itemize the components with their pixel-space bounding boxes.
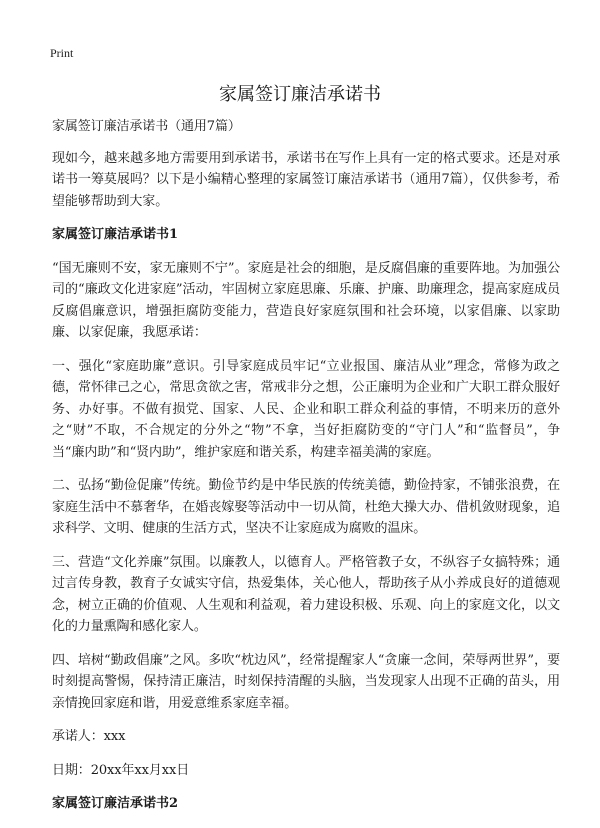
paragraph-point-1: 一、强化“家庭助廉”意识。引导家庭成员牢记“立业报国、廉洁从业”理念，常修为政之德，常怀律己之心，常思贪欲之害，常戒非分之想，公正廉明为企业和广大职工群众服好务、办好事。不做有损党、国家、人民、企业和职工群众利益的事情，不明来历的意外之“财”不取，不合规定的分外之“物”不拿，当好拒腐防变的“守门人”和“监督员”，争当“廉内助”和“贤内助”，维护家庭和谐关系，构建幸福美满的家庭。 [52,358,560,460]
paragraph-preamble: “国无廉则不安，家无廉则不宁”。家庭是社会的细胞，是反腐倡廉的重要阵地。为加强公司的“廉政文化进家庭”活动，牢固树立家庭思廉、乐廉、护廉、助廉理念，提高家庭成员反腐倡廉意识，增强拒腐防变能力，营造良好家庭氛围和社会环境，以家倡廉、以家助廉、以家促廉，我愿承诺： [52,260,560,340]
intro-paragraph: 现如今，越来越多地方需要用到承诺书，承诺书在写作上具有一定的格式要求。还是对承诺书一筹莫展吗？以下是小编精心整理的家属签订廉洁承诺书（通用7篇），仅供参考，希望能够帮助到大家。 [52,150,560,209]
signer-line: 承诺人：xxx [52,729,126,744]
paragraph-point-2: 二、弘扬“勤俭促廉”传统。勤俭节约是中华民族的传统美德，勤俭持家，不铺张浪费，在家庭生活中不慕奢华，在婚丧嫁娶等活动中一切从简，杜绝大操大办、借机敛财现象，追求科学、文明、健康的生活方式，坚决不让家庭成为腐败的温床。 [52,478,560,536]
section-heading-2: 家属签订廉洁承诺书2 [52,796,179,811]
paragraph-point-4: 四、培树“勤政倡廉”之风。多吹“枕边风”，经常提醒家人“贪廉一念间，荣辱两世界”，要时刻提高警惕，保持清正廉洁，时刻保持清醒的头脑，当发现家人出现不正确的苗头，用亲情挽回家庭和谐，用爱意维系家庭幸福。 [52,652,560,711]
print-label: Print [50,46,74,60]
section-heading-1: 家属签订廉洁承诺书1 [52,227,179,242]
document-subtitle: 家属签订廉洁承诺书（通用7篇） [52,119,241,134]
document-body [52,116,560,827]
paragraph-point-3: 三、营造“文化养廉”氛围。以廉教人，以德育人。严格管教子女，不纵容子女搞特殊；通过言传身教，教育子女诚实守信，热爱集体，关心他人，帮助孩子从小养成良好的道德观念，树立正确的价值观、人生观和利益观，着力建设积极、乐观、向上的家庭文化，以文化的力量熏陶和感化家人。 [52,554,560,634]
date-line: 日期：20xx年xx月xx日 [52,762,190,778]
page-title: 家属签订廉洁承诺书 [219,84,381,105]
